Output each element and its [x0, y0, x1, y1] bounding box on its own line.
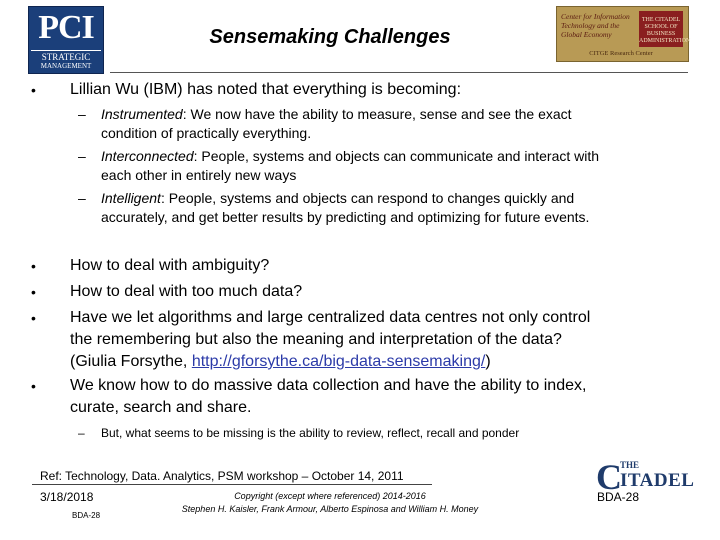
- reference-note: Ref: Technology, Data. Analytics, PSM workshop – October 14, 2011: [40, 469, 404, 483]
- subpoint-text: : People, systems and objects can communicate and interact with: [193, 148, 600, 164]
- subpoint-term: Interconnected: [101, 148, 194, 164]
- footer-copyright: [180, 490, 480, 516]
- footer-slide-code-right: BDA-28: [597, 490, 640, 504]
- citation-suffix: ): [485, 353, 491, 370]
- question-algorithms-line1: Have we let algorithms and large centralized data centres not only control: [70, 309, 591, 326]
- citge-logo-sub: CITGE Research Center: [589, 50, 653, 57]
- bullet-icon: •: [31, 258, 36, 274]
- citge-logo: [556, 6, 689, 62]
- subpoint-intelligent-line2: accurately, and get better results by predicting and optimizing for future events.: [101, 209, 590, 225]
- bullet-icon: •: [31, 378, 36, 394]
- title-divider: [110, 72, 688, 73]
- bullet-icon: •: [31, 284, 36, 300]
- subpoint-text: : We now have the ability to measure, sense and see the exact: [182, 106, 572, 122]
- slide-title: Sensemaking Challenges: [209, 26, 451, 48]
- subpoint-intelligent-line1: [101, 189, 574, 208]
- intro-text: Lillian Wu (IBM) has noted that everything is becoming:: [70, 81, 462, 98]
- bullet-icon: •: [31, 310, 36, 326]
- statement-data-collection-line2: curate, search and share.: [70, 399, 252, 416]
- sensemaking-link[interactable]: http://gforsythe.ca/big-data-sensemaking/: [191, 353, 486, 370]
- dash-icon: –: [78, 190, 86, 206]
- footer-slide-code-left: BDA-28: [72, 511, 101, 520]
- pci-logo-line1: STRATEGIC: [31, 50, 101, 62]
- dash-icon: –: [78, 426, 85, 440]
- footer-date: 3/18/2018: [40, 490, 94, 504]
- missing-ability-note: But, what seems to be missing is the ability to review, reflect, recall and ponder: [101, 426, 520, 440]
- citadel-logo-the: THE: [620, 460, 640, 470]
- subpoint-term: Instrumented: [101, 106, 183, 122]
- footer-divider: [32, 484, 432, 485]
- subpoint-interconnected-line1: [101, 147, 599, 166]
- subpoint-term: Intelligent: [101, 190, 161, 206]
- question-too-much-data: How to deal with too much data?: [70, 283, 303, 300]
- question-ambiguity: How to deal with ambiguity?: [70, 257, 270, 274]
- subpoint-text: : People, systems and objects can respond to changes quickly and: [160, 190, 575, 206]
- question-algorithms-line3: [70, 352, 491, 372]
- dash-icon: –: [78, 148, 86, 164]
- copyright-authors: Stephen H. Kaisler, Frank Armour, Alberto Espinosa and William H. Money: [181, 504, 479, 514]
- citadel-logo-c: C: [596, 457, 622, 497]
- copyright-line1: Copyright (except where referenced) 2014-2016: [234, 491, 426, 501]
- subpoint-instrumented-line2: condition of practically everything.: [101, 125, 312, 141]
- pci-logo-letters: PCI: [38, 9, 94, 46]
- citadel-logo-word: ITADEL: [620, 470, 695, 491]
- citadel-business-badge: THE CITADEL SCHOOL OF BUSINESS ADMINISTRATION: [639, 11, 683, 47]
- citge-logo-text: Center for Information Technology and the Global Economy: [561, 12, 630, 39]
- question-algorithms-line2: the remembering but also the meaning and interpretation of the data?: [70, 331, 562, 348]
- subpoint-interconnected-line2: each other in entirely new ways: [101, 167, 297, 183]
- statement-data-collection-line1: We know how to do massive data collection and have the ability to index,: [70, 377, 587, 394]
- subpoint-instrumented-line1: [101, 105, 572, 124]
- pci-strategic-management-logo: [28, 6, 104, 74]
- citation-prefix: (Giulia Forsythe,: [70, 353, 192, 370]
- dash-icon: –: [78, 106, 86, 122]
- pci-logo-line2: MANAGEMENT: [40, 62, 92, 70]
- bullet-icon: •: [31, 82, 36, 98]
